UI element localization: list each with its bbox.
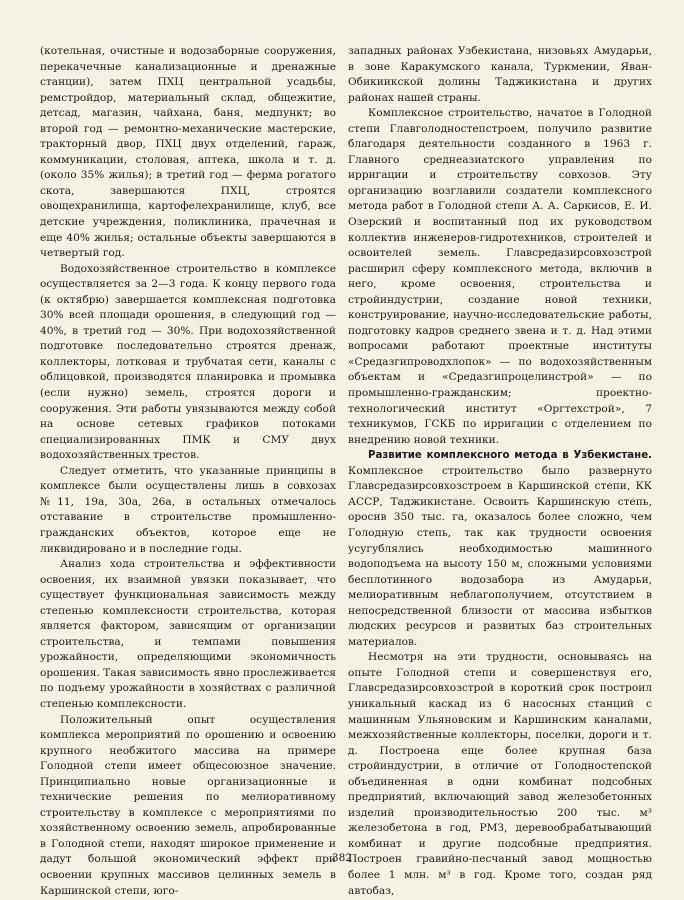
paragraph: Положительный опыт осуществления комплекса мероприятий по орошению и освоению крупного необжитого массива на примере Голодной степи имеет общесоюзное значение. Принципиально новые организационные и технические решения по мелиоративному строительству в комплексе с мероприятиями по хозяйственному освоению земель, апробированные в Голодной степи, находят широкое применение и дадут большой экономический эффект при освоении крупных массивов целинных земель в Каршинской степи, юго- — [40, 713, 336, 897]
paragraph: западных районах Узбекистана, низовьях Амударьи, в зоне Каракумского канала, Туркмении, Яван-Обикиикской долины Таджикистана и других районах нашей страны. — [348, 45, 652, 104]
paragraph: Комплексное строительство, начатое в Голодной степи Главголодностепстроем, получило развитие благодаря деятельности созданного в 1963 г. Главного среднеазиатского управления по ирригации и строительству совхозов. Эту организацию возглавили создатели комплексного метода работ в Голодной степи А. А. Саркисов, Е. И. Озерский и воспитанный под их руководством коллектив инженеров-гидротехников, строителей и освоителей земель. Главсредазирсовхозстрой расширил сферу комплексного метода, включив в него, кроме освоения, строительства и стройиндустрии, создание новой техники, конструирование, научно-исследовательские работы, подготовку кадров среднего звена и т. д. Над этими вопросами работают проектные институты «Средазгипроводхлопок» — по водохозяйственным объектам и «Средазгипроцелинстрой» — по промышленно-гражданским; проектно-технологический институт «Оргтехстрой», 7 техникумов, ГСКБ по ирригации с отделением по внедрению новой техники. — [348, 107, 652, 446]
paragraph: Водохозяйственное строительство в комплексе осуществляется за 2—3 года. К концу первого года (к октябрю) завершается комплексная подготовка 30% всей площади орошения, в следующий год — 40%, в третий год — 30%. При водохозяйственной подготовке последовательно строятся дренаж, коллекторы, лотковая и трубчатая сети, каналы с облицовкой, производятся планировка и промывка (если нужно) земель, строятся дороги и сооружения. Эти работы увязываются между собой на основе сетевых графиков потоками специализированных ПМК и СМУ двух водохозяйственных трестов. — [40, 262, 336, 462]
paragraph: Следует отметить, что указанные принципы в комплексе были осуществлены лишь в совхозах №11, 19а, 30а, 26а, в остальных отмечалось отставание в строительстве промышленно-гражданских объектов, которое еще не ликвидировано и в последние годы. — [40, 464, 336, 555]
paragraph: (котельная, очистные и водозаборные сооружения, перекачечные канализационные и дренажные станции), затем ПХЦ центральной усадьбы, ремстройдор, материальный склад, общежитие, детсад, магазин, чайхана, баня, медпункт; во второй год — ремонтно-механические мастерские, тракторный двор, ПХЦ двух отделений, гараж, коммуникации, столовая, аптека, школа и т. д. (около 35% жилья); в третий год — ферма рогатого скота, завершаются ПХЦ, строятся овощехранилища, картофелехранилище, клуб, все детские учреждения, поликлиника, прачечная и еще 40% жилья; остальные объекты завершаются в четвертый год. — [40, 45, 336, 260]
section-heading: Развитие комплексного метода в Узбекистане. — [368, 450, 652, 462]
paragraph-with-heading — [348, 448, 652, 650]
paragraph-text: Комплексное строительство было развернуто Главсредазирсовхозстроем в Каршинской степи, КК АССР, Таджикистане. Освоить Каршинскую степь, оросив 350 тыс. га, оказалось более сложно, чем Голодную степь, так как трудности освоения усугублялись необходимостью машинного водоподъема на высоту 150 м, сложными условиями бесплотинного водозабора из Амударьи, мелиоративным неблагополучием, отсутствием в непосредственной близости от массива избытков людских ресурсов и развитых баз строительных материалов. — [348, 464, 652, 648]
right-column — [348, 44, 652, 899]
paragraph: Анализ хода строительства и эффективности освоения, их взаимной увязки показывает, что существует функциональная зависимость между степенью комплексности строительства, которая является фактором, зависящим от организации строительства, и темпами повышения урожайности, определяющими экономичность орошения. Такая зависимость явно прослеживается по подъему урожайности в хозяйствах с различной степенью комплексности. — [40, 558, 336, 710]
paragraph: Несмотря на эти трудности, основываясь на опыте Голодной степи и совершенствуя его, Главсредазирсовхозстрой в короткий срок построил уникальный каскад из 6 насосных станций с машинным Ульяновским и Каршинским каналами, межхозяйственные коллекторы, поселки, дороги и т. д. Построена еще более крупная база стройиндустрии, в отличие от Голодностепской объединенная в одни комбинат подсобных предприятий, включающий завод железобетонных изделий производительностью 200 тыс. м³ железобетона в год, РМЗ, деревообрабатывающий комбинат и другие подсобные предприятия. Построен гравийно-песчаный завод мощностью более 1 млн. м³ в год. Кроме того, создан ряд автобаз, — [348, 651, 652, 897]
left-column — [40, 44, 336, 899]
page-number: 382 — [331, 852, 353, 864]
